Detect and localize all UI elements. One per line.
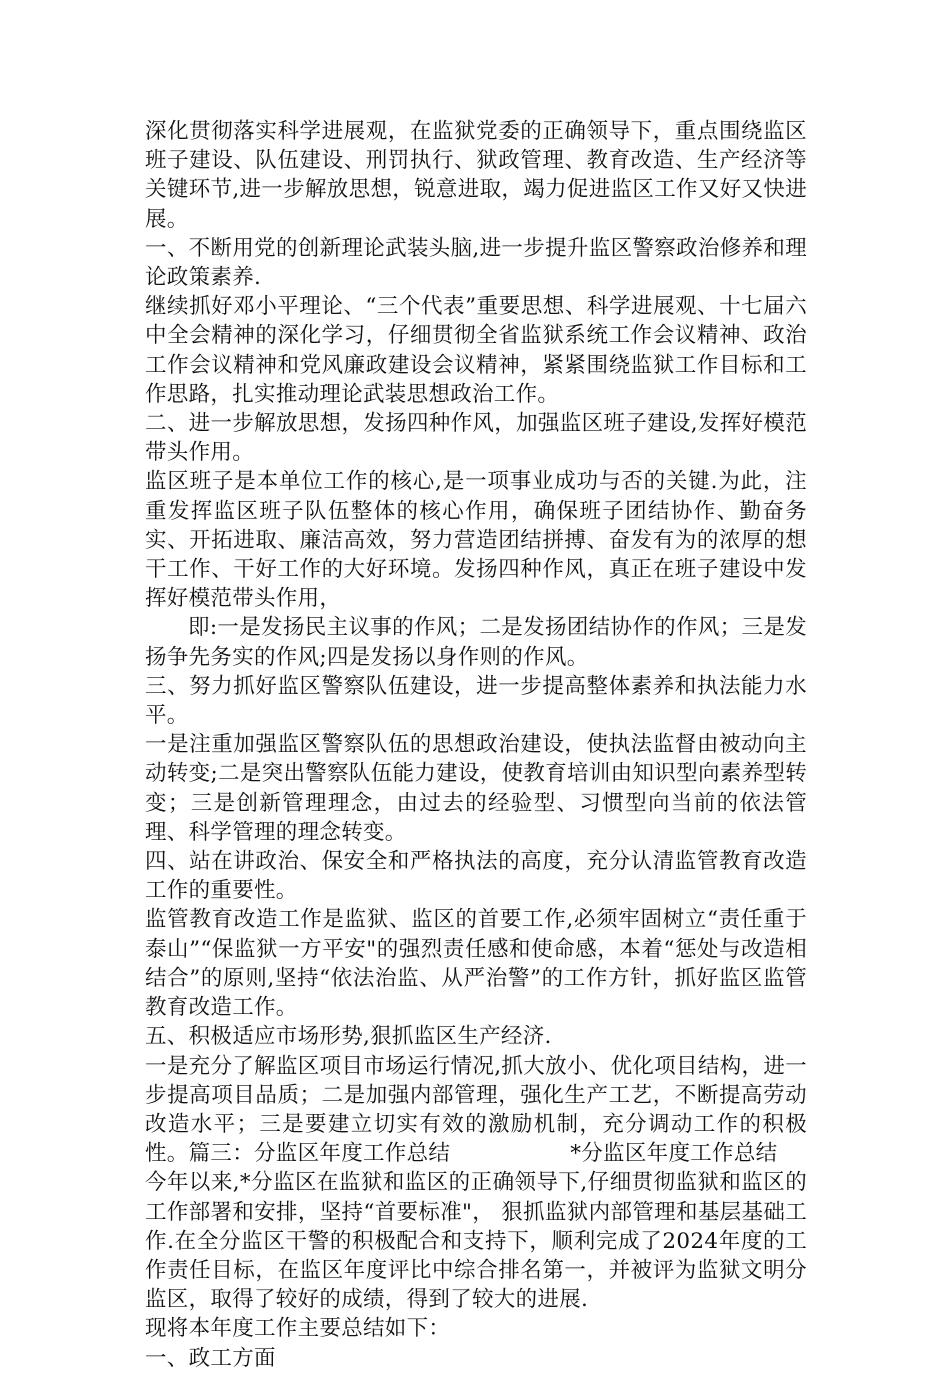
summary-title: *分监区年度工作总结 xyxy=(570,1141,778,1167)
heading-section-4: 四、站在讲政治、保安全和严格执法的高度，充分认清监管教育改造工作的重要性。 xyxy=(145,849,807,904)
paragraph-section-3: 一是注重加强监区警察队伍的思想政治建设，使执法监督由被动向主动转变;二是突出警察队伍能力建设，使教育培训由知识型向素养型转变；三是创新管理理念，由过去的经验型、习惯型向当前的依法管理、科学管理的理念转变。 xyxy=(145,732,807,845)
document-body xyxy=(145,117,807,1373)
paragraph-section-1: 继续抓好邓小平理论、“三个代表”重要思想、科学进展观、十七届六中全会精神的深化学习，仔细贯彻全省监狱系统工作会议精神、政治工作会议精神和党风廉政建设会议精神，紧紧围绕监狱工作目标和工作思路，扎实推动理论武装思想政治工作。 xyxy=(145,294,807,407)
paragraph-section-5-text: 一是充分了解监区项目市场运行情况,抓大放小、优化项目结构，进一步提高项目品质；二是加强内部管理，强化生产工艺，不断提高劳动改造水平；三是要建立切实有效的激励机制，充分调动工作的积极性。篇三：分监区年度工作总结 xyxy=(145,1053,807,1167)
paragraph-intro: 深化贯彻落实科学进展观，在监狱党委的正确领导下，重点围绕监区班子建设、队伍建设、刑罚执行、狱政管理、教育改造、生产经济等关键环节,进一步解放思想，锐意进取，竭力促进监区工作又好又快进展。 xyxy=(145,119,807,232)
paragraph-summary-lead: 现将本年度工作主要总结如下： xyxy=(145,1316,451,1342)
paragraph-section-5 xyxy=(145,1052,807,1169)
heading-section-5: 五、积极适应市场形势,狠抓监区生产经济. xyxy=(145,1024,552,1050)
heading-section-3: 三、努力抓好监区警察队伍建设，进一步提高整体素养和执法能力水平。 xyxy=(145,673,807,729)
paragraph-four-styles: 即:一是发扬民主议事的作风；二是发扬团结协作的作风；三是发扬争先务实的作风;四是发扬以身作则的作风。 xyxy=(145,615,807,670)
paragraph-summary-intro: 今年以来,*分监区在监狱和监区的正确领导下,仔细贯彻监狱和监区的工作部署和安排，坚持“首要标准"， 狠抓监狱内部管理和基层基础工作.在全分监区干警的积极配合和支持下，顺利完成了2024年度的工作责任目标，在监区年度评比中综合排名第一，并被评为监狱文明分监区，取得了较好的成绩，得到了较大的进展. xyxy=(145,1170,807,1313)
heading-section-2: 二、进一步解放思想，发扬四种作风，加强监区班子建设,发挥好模范带头作用。 xyxy=(145,411,807,466)
paragraph-section-4: 监管教育改造工作是监狱、监区的首要工作,必须牢固树立“责任重于泰山”“保监狱一方平安"的强烈责任感和使命感，本着“惩处与改造相结合”的原则,坚持“依法治监、从严治警”的工作方针，抓好监区监管教育改造工作。 xyxy=(145,907,807,1021)
heading-politics: 一、政工方面 xyxy=(145,1345,276,1371)
heading-section-1: 一、不断用党的创新理论武装头脑,进一步提升监区警察政治修养和理论政策素养. xyxy=(145,235,807,291)
paragraph-section-2: 监区班子是本单位工作的核心,是一项事业成功与否的关键.为此，注重发挥监区班子队伍整体的核心作用，确保班子团结协作、勤奋务实、开拓进取、廉洁高效，努力营造团结拼搏、奋发有为的浓厚的想干工作、干好工作的大好环境。发扬四种作风，真正在班子建设中发挥好模范带头作用， xyxy=(145,469,807,612)
